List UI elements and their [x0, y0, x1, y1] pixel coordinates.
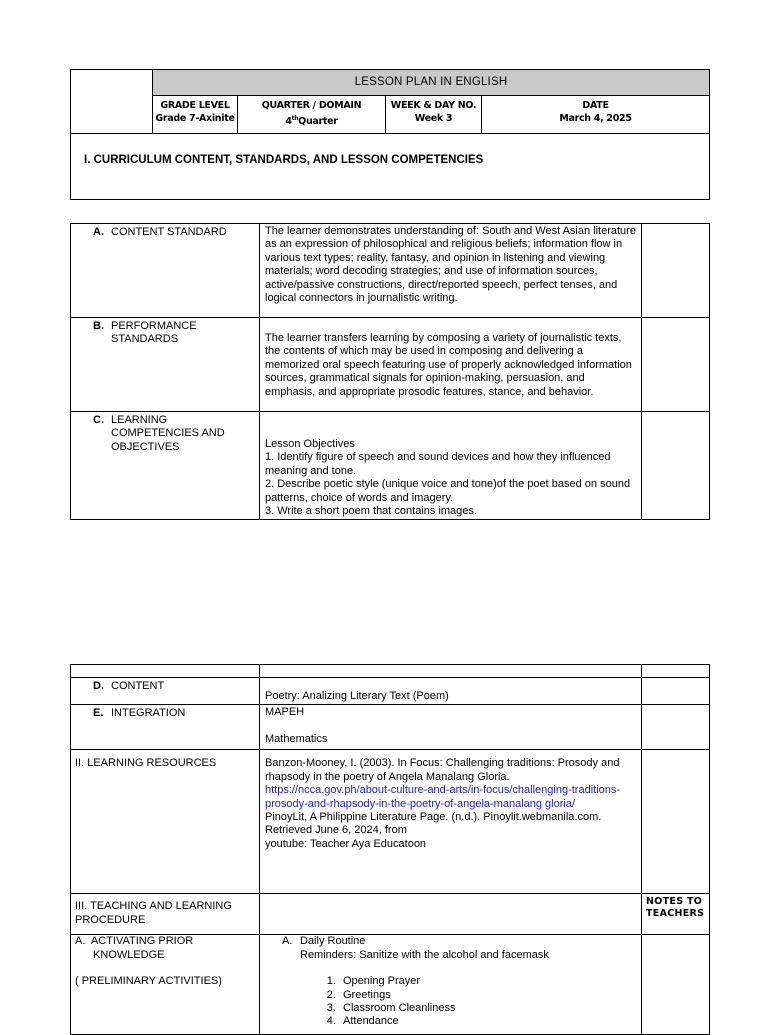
procedure-label: III. TEACHING AND LEARNING PROCEDURE — [71, 894, 260, 935]
quarter-cell — [238, 96, 386, 134]
lesson-plan-header — [70, 69, 710, 200]
week-label: WEEK & DAY NO. — [390, 100, 477, 111]
reference-item: youtube: Teacher Aya Educatoon — [265, 837, 427, 850]
list-item: 4. Attendance — [339, 1015, 641, 1028]
notes-to-teachers-label: NOTES TO TEACHERS — [642, 894, 710, 935]
list-item: 2. Greetings — [339, 989, 641, 1002]
resources-label: II. LEARNING RESOURCES — [71, 750, 260, 894]
table-row — [71, 318, 710, 412]
notes-cell — [642, 935, 710, 1035]
table-row — [71, 750, 710, 894]
routine-reminder: Reminders: Sanitize with the alcohol and facemask — [300, 948, 549, 961]
integration-text: MAPEH Mathematics — [260, 705, 642, 750]
content-text: Poetry: Analizing Literary Text (Poem) — [260, 678, 642, 705]
preliminary-label: ( PRELIMINARY ACTIVITIES) — [75, 975, 222, 988]
table-row — [71, 705, 710, 750]
reference-item: Banzon-Mooney, I. (2003). In Focus: Challenging traditions: Prosody and rhapsody in the poetry of Angela Manalang Gloria. — [265, 757, 620, 783]
reference-link[interactable]: https://ncca.gov.ph/about-culture-and-arts/in-focus/challenging-traditions-prosody-and-rhapsody-in-the-poetry-of-angela-manalang gloria/ — [265, 784, 621, 810]
table-row — [71, 665, 710, 678]
objective-item: 1. Identify figure of speech and sound devices and how they influenced meaning and tone. — [265, 451, 611, 477]
routine-list — [282, 975, 641, 1029]
week-cell — [386, 96, 482, 134]
quarter-value: 4thQuarter — [285, 115, 338, 128]
integration-label: E. INTEGRATION — [71, 705, 260, 750]
content-standard-label: A. CONTENT STANDARD — [71, 224, 260, 318]
competencies-label: C. LEARNING COMPETENCIES AND OBJECTIVES — [71, 412, 260, 520]
grade-level-label: GRADE LEVEL — [160, 100, 230, 111]
notes-cell — [642, 705, 710, 750]
grade-level-cell — [153, 96, 238, 134]
resources-text — [260, 750, 642, 894]
content-standard-text: The learner demonstrates understanding of: South and West Asian literature as an expression of philosophical and religious beliefs; information flow in various text types; reality, fantasy, and opinion in listening and viewing materials; word decoding strategies; and use of information sources, active/passive constructions, direct/reported speech, perfect tenses, and logical connectors in journalistic writing. — [260, 224, 642, 318]
notes-cell — [642, 224, 710, 318]
date-label: DATE — [582, 100, 609, 111]
notes-cell — [642, 318, 710, 412]
date-cell — [482, 96, 710, 134]
table-row — [71, 935, 710, 1035]
notes-cell — [642, 412, 710, 520]
date-value: March 4, 2025 — [559, 113, 632, 124]
objectives-heading: Lesson Objectives — [265, 438, 355, 450]
routine-cell: A. Daily Routine Reminders: Sanitize with the alcohol and facemask 1. Opening Prayer 2. Greetings 3. Classroom Cleanliness 4. Attendance — [260, 935, 642, 1035]
table-row — [71, 412, 710, 520]
table-row — [71, 894, 710, 935]
list-item: 3. Classroom Cleanliness — [339, 1002, 641, 1015]
notes-cell — [642, 750, 710, 894]
table-row — [71, 224, 710, 318]
reference-item: PinoyLit, A Philippine Literature Page. (n.d.). Pinoylit.webmanila.com. Retrieved June 6, 2024, from — [265, 811, 602, 837]
logo-cell — [71, 70, 153, 134]
competencies-text — [260, 412, 642, 520]
content-label: D. CONTENT — [71, 678, 260, 705]
routine-title: Daily Routine — [300, 935, 366, 948]
performance-standards-text: The learner transfers learning by composing a variety of journalistic texts, the contents of which may be used in composing and delivering a memorized oral speech featuring use of properly acknowledged information sources, grammatical signals for opinion-making, persuasion, and emphasis, and appropriate prosodic features, stance, and behavior. — [260, 318, 642, 412]
table-row — [71, 678, 710, 705]
list-item: 1. Opening Prayer — [339, 975, 641, 988]
quarter-label: QUARTER / DOMAIN — [261, 100, 362, 111]
objective-item: 3. Write a short poem that contains images. — [265, 505, 477, 518]
standards-table — [70, 223, 710, 520]
notes-cell — [642, 678, 710, 705]
activating-label: A. ACTIVATING PRIOR KNOWLEDGE ( PRELIMINARY ACTIVITIES) — [71, 935, 260, 1035]
grade-level-value: Grade 7-Axinite — [155, 113, 235, 124]
performance-standards-label: B. PERFORMANCE STANDARDS — [71, 318, 260, 412]
plan-title: LESSON PLAN IN ENGLISH — [153, 70, 710, 96]
week-value: Week 3 — [414, 113, 453, 124]
procedure-table — [70, 664, 710, 1035]
section-title: I. CURRICULUM CONTENT, STANDARDS, AND LESSON COMPETENCIES — [71, 134, 710, 200]
objective-item: 2. Describe poetic style (unique voice and tone)of the poet based on sound patterns, choice of words and imagery. — [265, 478, 631, 504]
